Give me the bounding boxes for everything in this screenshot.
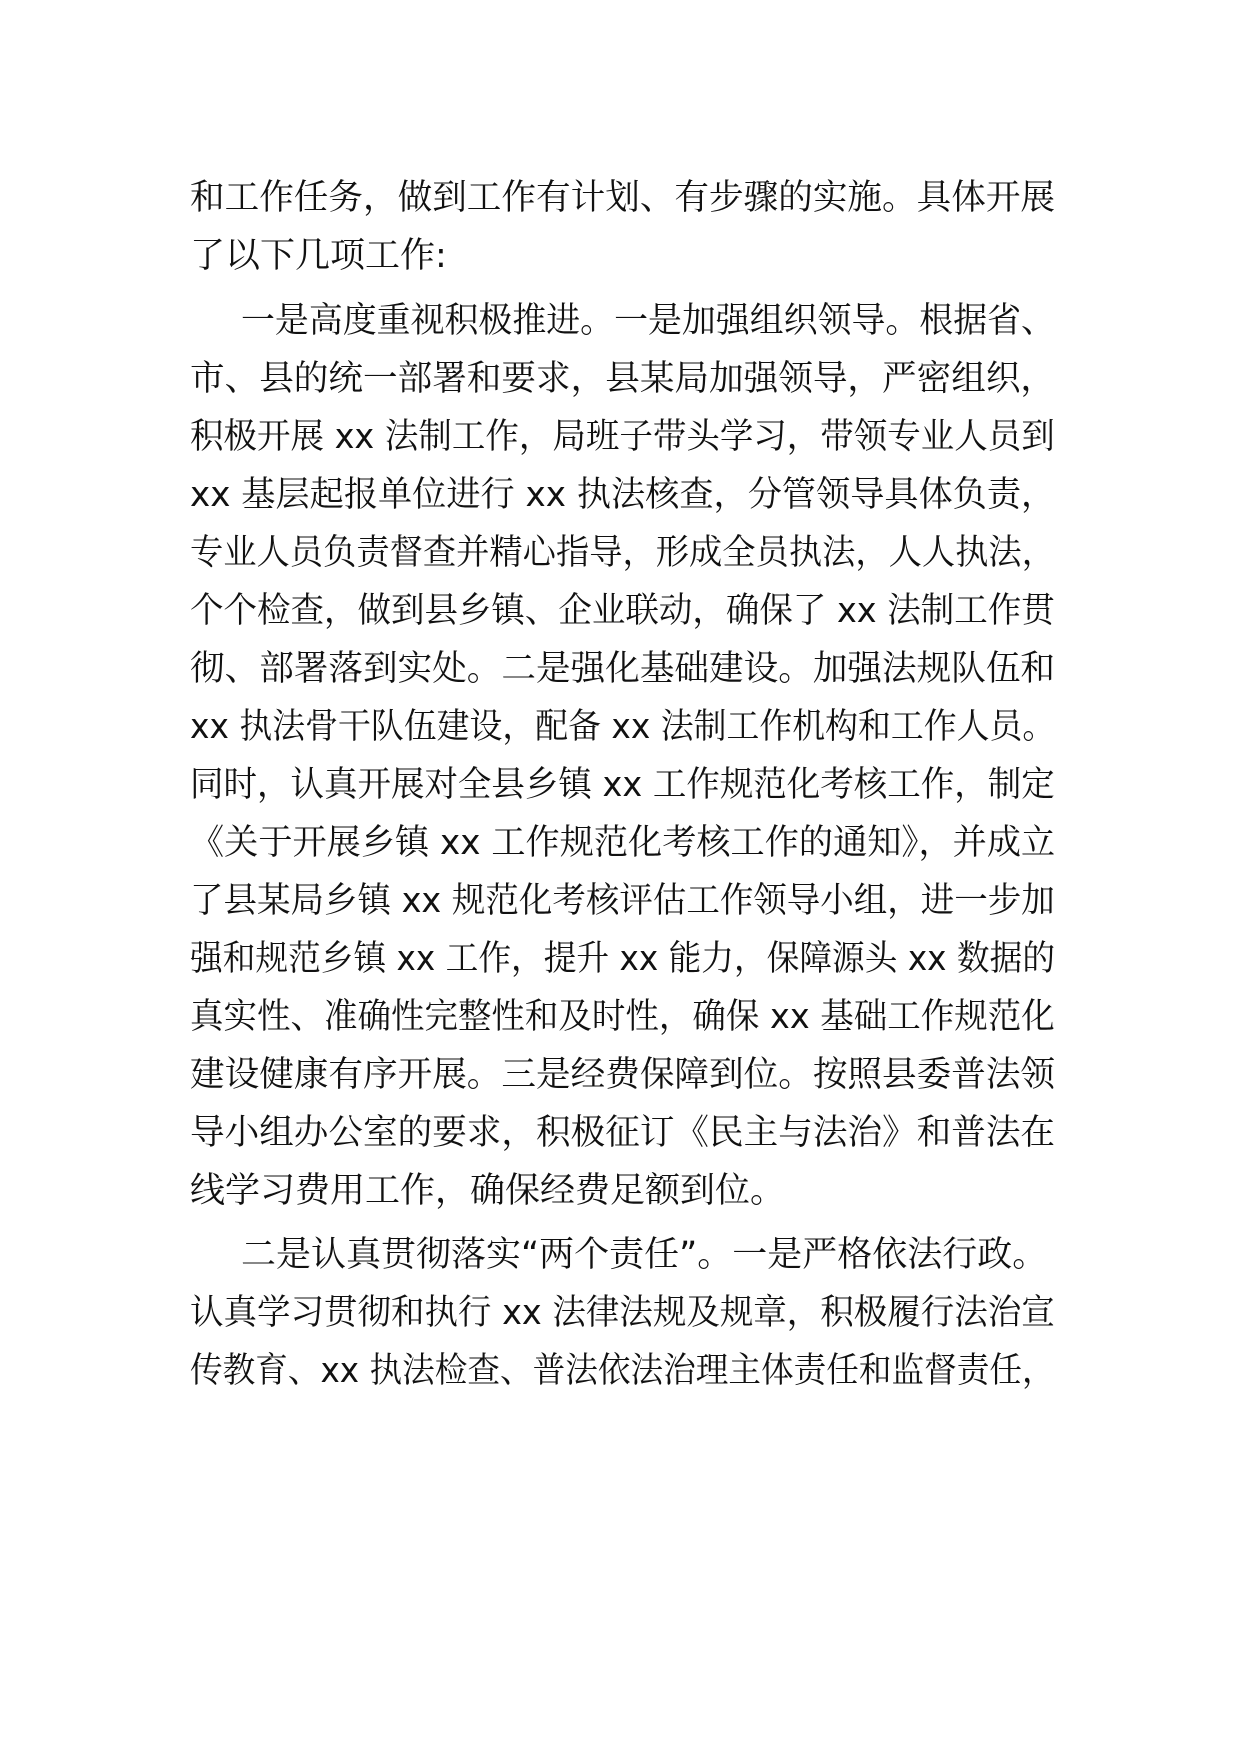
text-line: 市、县的统一部署和要求，县某局加强领导，严密组织， xyxy=(190,359,1056,399)
text-line: 线学习费用工作，确保经费足额到位。 xyxy=(190,1171,786,1211)
text-line: 传教育、xx 执法检查、普法依法治理主体责任和监督责任， xyxy=(190,1351,1055,1391)
text-line: 彻、部署落到实处。二是强化基础建设。加强法规队伍和 xyxy=(190,649,1056,689)
text-line: 了县某局乡镇 xx 规范化考核评估工作领导小组，进一步加 xyxy=(190,881,1055,921)
text-line: 导小组办公室的要求，积极征订《民主与法治》和普法在 xyxy=(190,1113,1056,1153)
text-line: 专业人员负责督查并精心指导，形成全员执法，人人执法， xyxy=(190,533,1055,573)
text-line: xx 基层起报单位进行 xx 执法核查，分管领导具体负责， xyxy=(190,475,1056,515)
text-line: 真实性、准确性完整性和及时性，确保 xx 基础工作规范化 xyxy=(190,997,1055,1037)
text-line: 积极开展 xx 法制工作，局班子带头学习，带领专业人员到 xyxy=(190,417,1055,457)
text-line: 《关于开展乡镇 xx 工作规范化考核工作的通知》，并成立 xyxy=(190,823,1056,863)
text-line: xx 执法骨干队伍建设，配备 xx 法制工作机构和工作人员。 xyxy=(190,707,1056,747)
text-line: 同时，认真开展对全县乡镇 xx 工作规范化考核工作，制定 xyxy=(190,765,1055,805)
paragraph-start-line: 一是高度重视积极推进。一是加强组织领导。根据省、 xyxy=(241,301,1055,341)
text-line: 个个检查，做到县乡镇、企业联动，确保了 xx 法制工作贯 xyxy=(190,591,1055,631)
text-line: 认真学习贯彻和执行 xx 法律法规及规章，积极履行法治宣 xyxy=(190,1293,1055,1333)
text-line: 了以下几项工作: xyxy=(190,236,447,276)
text-line: 强和规范乡镇 xx 工作，提升 xx 能力，保障源头 xx 数据的 xyxy=(190,939,1056,979)
text-line: 和工作任务，做到工作有计划、有步骤的实施。具体开展 xyxy=(190,178,1056,218)
paragraph-start-line: 二是认真贯彻落实“两个责任”。一是严格依法行政。 xyxy=(241,1235,1048,1275)
text-line: 建设健康有序开展。三是经费保障到位。按照县委普法领 xyxy=(190,1055,1056,1095)
